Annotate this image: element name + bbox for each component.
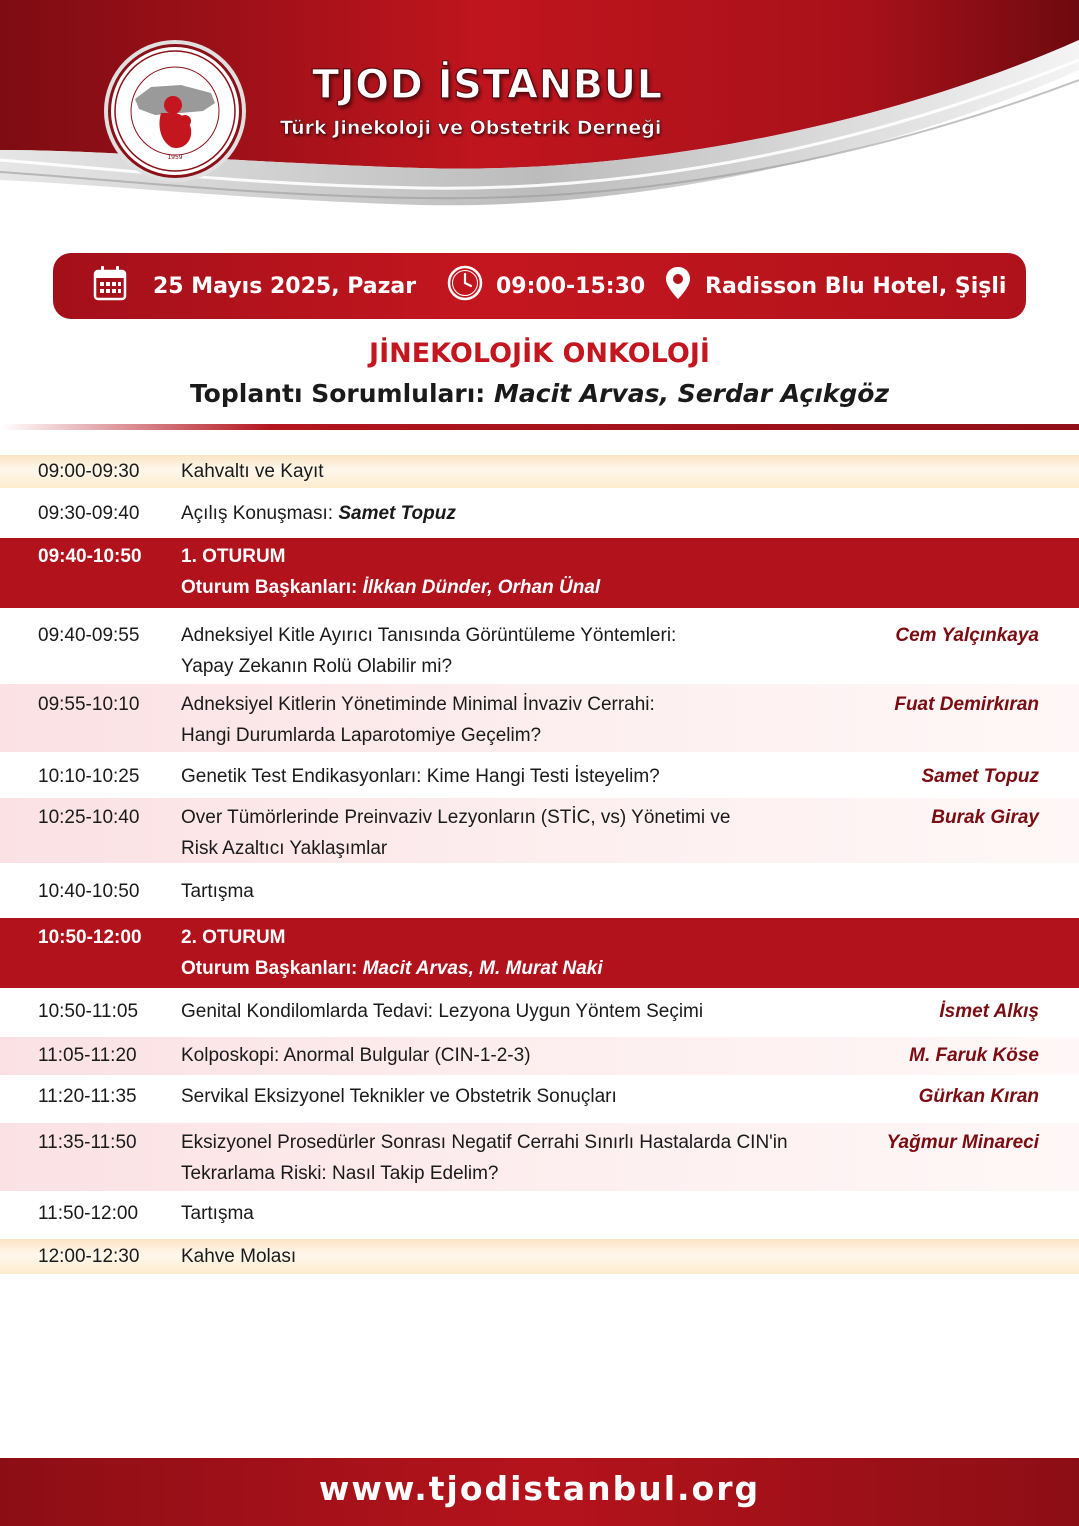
program-row: [0, 684, 1079, 752]
row-topic-speaker: Samet Topuz: [338, 503, 456, 524]
section-title: JİNEKOLOJİK ONKOLOJİ: [369, 338, 710, 369]
header-banner: [0, 0, 1079, 230]
row-time: 12:00-12:30: [38, 1246, 140, 1267]
brand-subtitle: Türk Jinekoloji ve Obstetrik Derneği: [280, 117, 662, 139]
session-chairs-names: İlkkan Dünder, Orhan Ünal: [362, 577, 601, 598]
program-row: [0, 1037, 1079, 1075]
row-topic-line1: Eksizyonel Prosedürler Sonrası Negatif Cerrahi Sınırlı Hastalarda CIN'in: [181, 1132, 788, 1153]
row-topic: Tartışma: [181, 881, 254, 902]
row-speaker: Fuat Demirkıran: [894, 694, 1039, 715]
session-chairs-label: Oturum Başkanları:: [181, 958, 358, 979]
session-chairs: [181, 953, 861, 984]
row-speaker: Gürkan Kıran: [918, 1086, 1039, 1107]
row-topic-line2: Risk Azaltıcı Yaklaşımlar: [181, 838, 388, 859]
program-row: [0, 1077, 1079, 1121]
event-date-text: 25 Mayıs 2025, Pazar: [153, 273, 417, 299]
row-topic: [181, 498, 861, 529]
program-row: [0, 497, 1079, 529]
session-chairs-names: Macit Arvas, M. Murat Naki: [362, 958, 603, 979]
row-topic: [181, 1127, 861, 1189]
session-time: 10:50-12:00: [38, 927, 142, 948]
row-topic: Genital Kondilomlarda Tedavi: Lezyona Uygun Yöntem Seçimi: [181, 1001, 704, 1022]
row-topic: Kolposkopi: Anormal Bulgular (CIN-1-2-3): [181, 1045, 531, 1066]
row-time: 11:50-12:00: [38, 1203, 139, 1224]
session-chairs-label: Oturum Başkanları:: [181, 577, 358, 598]
row-topic-line2: Yapay Zekanın Rolü Olabilir mi?: [181, 656, 453, 677]
program-row: [0, 992, 1079, 1036]
row-speaker: Yağmur Minareci: [886, 1132, 1039, 1153]
section-divider: [0, 424, 1079, 430]
row-time: 11:05-11:20: [38, 1045, 137, 1066]
website-link[interactable]: www.tjodistanbul.org: [318, 1469, 761, 1508]
row-topic-line2: Tekrarlama Riski: Nasıl Takip Edelim?: [181, 1163, 499, 1184]
program-row: [0, 616, 1079, 682]
row-time: 09:55-10:10: [38, 694, 140, 715]
row-topic: [181, 620, 861, 682]
event-info-bar: [53, 253, 1026, 319]
row-time: 10:40-10:50: [38, 881, 140, 902]
row-topic: Kahve Molası: [181, 1246, 297, 1267]
program-row: [0, 873, 1079, 913]
event-venue-text: Radisson Blu Hotel, Şişli: [705, 273, 1007, 299]
row-topic-line1: Adneksiyel Kitlerin Yönetiminde Minimal İnvaziv Cerrahi:: [181, 694, 655, 715]
event-time: [446, 253, 645, 319]
clock-icon: [446, 264, 484, 308]
responsibles-names: Macit Arvas, Serdar Açıkgöz: [494, 379, 890, 408]
session-name: 1. OTURUM: [181, 546, 286, 567]
session-time: 09:40-10:50: [38, 546, 142, 567]
row-speaker: M. Faruk Köse: [909, 1045, 1039, 1066]
calendar-icon: [93, 265, 127, 307]
footer-bar: [0, 1458, 1079, 1526]
program-row: [0, 455, 1079, 488]
svg-text:1959: 1959: [167, 154, 183, 161]
row-topic-line1: Adneksiyel Kitle Ayırıcı Tanısında Görüntüleme Yöntemleri:: [181, 625, 677, 646]
row-time: 11:20-11:35: [38, 1086, 137, 1107]
row-topic: Servikal Eksizyonel Teknikler ve Obstetrik Sonuçları: [181, 1086, 617, 1107]
row-speaker: Burak Giray: [931, 807, 1039, 828]
row-topic: [181, 689, 861, 751]
row-time: 09:00-09:30: [38, 461, 140, 482]
event-venue: [665, 253, 1006, 319]
row-speaker: Samet Topuz: [921, 766, 1039, 787]
event-date: [93, 253, 416, 319]
session-name: 2. OTURUM: [181, 927, 286, 948]
row-time: 10:10-10:25: [38, 766, 140, 787]
session-header-row: [0, 918, 1079, 988]
tjod-logo: [108, 44, 242, 178]
brand-title: TJOD İSTANBUL: [312, 62, 663, 108]
meeting-responsibles: [0, 379, 1079, 408]
row-time: 09:30-09:40: [38, 503, 140, 524]
row-topic-label: Açılış Konuşması:: [181, 503, 334, 524]
row-time: 09:40-09:55: [38, 625, 140, 646]
row-topic: Kahvaltı ve Kayıt: [181, 461, 324, 482]
row-time: 10:50-11:05: [38, 1001, 139, 1022]
row-speaker: Cem Yalçınkaya: [895, 625, 1039, 646]
row-speaker: İsmet Alkış: [939, 1001, 1039, 1022]
row-topic: [181, 802, 861, 864]
location-pin-icon: [665, 266, 691, 306]
row-topic: Tartışma: [181, 1203, 254, 1224]
program-row: [0, 757, 1079, 797]
row-topic-line1: Over Tümörlerinde Preinvaziv Lezyonların (STİC, vs) Yönetimi ve: [181, 807, 731, 828]
session-chairs: [181, 572, 861, 603]
session-header-row: [0, 538, 1079, 608]
event-time-text: 09:00-15:30: [496, 273, 646, 299]
program-row: [0, 1123, 1079, 1191]
session-title: [181, 922, 861, 984]
program-row: [0, 1195, 1079, 1235]
session-title: [181, 541, 861, 603]
program-row: [0, 798, 1079, 863]
row-time: 11:35-11:50: [38, 1132, 137, 1153]
row-topic-line2: Hangi Durumlarda Laparotomiye Geçelim?: [181, 725, 542, 746]
row-topic: Genetik Test Endikasyonları: Kime Hangi Testi İsteyelim?: [181, 766, 660, 787]
program-row: [0, 1239, 1079, 1274]
row-time: 10:25-10:40: [38, 807, 140, 828]
responsibles-label: Toplantı Sorumluları:: [189, 379, 486, 408]
